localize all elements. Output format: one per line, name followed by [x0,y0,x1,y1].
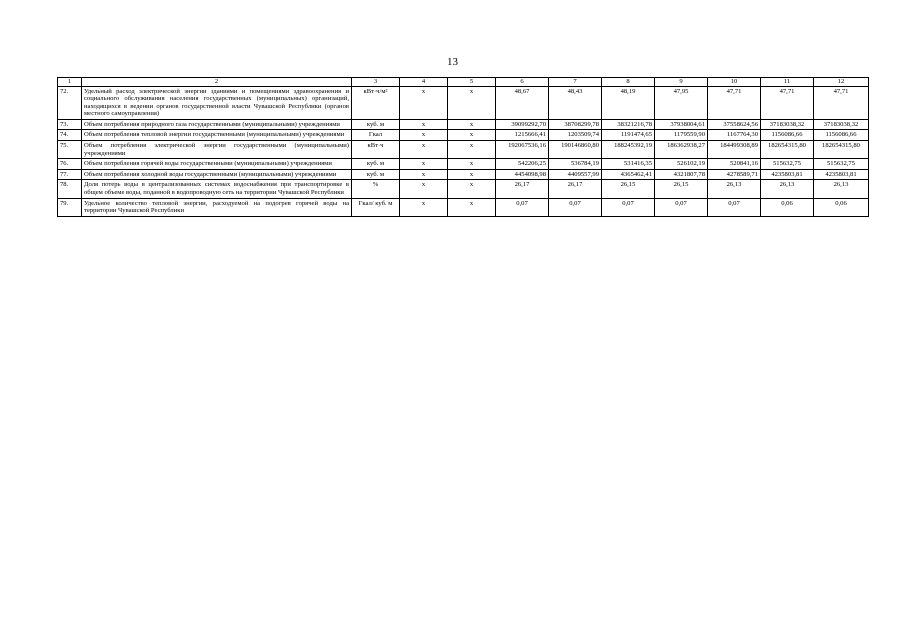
value-cell-11: 0,06 [761,198,814,216]
indicator-name: Удельное количество тепловой энергии, расходуемой на подогрев горячей воды на территории Чувашской Республики [82,198,352,216]
value-cell-9: 1179559,90 [655,130,708,141]
table-row [58,159,869,170]
unit-cell: % [352,180,400,198]
row-number: 75. [58,141,82,159]
unit-cell: кВт·ч [352,141,400,159]
indicator-name: Доля потерь воды в централизованных системах водоснабжения при транспортировке в общем объеме воды, поданной в водопроводную сеть на территории Чувашской Республики [82,180,352,198]
unit-cell: Гкал [352,130,400,141]
value-cell-7: 0,07 [549,198,602,216]
value-cell-12: 0,06 [814,198,869,216]
x-cell: х [448,141,496,159]
value-cell-12: 4235803,81 [814,169,869,180]
indicator-name: Удельный расход электрической энергии зданиями и помещениями здравоохранения и социального обслуживания населения государственных (муниципальных) организаций, находящихся в ведении органов государственной власти Чувашской Республики (органов местного самоуправления) [82,86,352,119]
table-row [58,119,869,130]
column-number-11: 11 [761,78,814,87]
indicator-name: Объем потребления горячей воды государственными (муниципальными) учреждениями [82,159,352,170]
column-number-10: 10 [708,78,761,87]
unit-cell: кВт·ч/м² [352,86,400,119]
column-number-8: 8 [602,78,655,87]
x-cell: х [448,119,496,130]
value-cell-8: 48,19 [602,86,655,119]
table-row [58,86,869,119]
x-cell: х [400,130,448,141]
value-cell-11: 37183038,32 [761,119,814,130]
x-cell: х [448,180,496,198]
table-row [58,130,869,141]
indicator-name: Объем потребления природного газа государственными (муниципальными) учреждениями [82,119,352,130]
value-cell-8: 4365462,41 [602,169,655,180]
row-number: 73. [58,119,82,130]
x-cell: х [400,86,448,119]
x-cell: х [448,169,496,180]
value-cell-10: 26,13 [708,180,761,198]
indicators-table [57,77,869,217]
x-cell: х [400,180,448,198]
value-cell-8: 0,07 [602,198,655,216]
value-cell-8: 188245392,19 [602,141,655,159]
x-cell: х [448,159,496,170]
value-cell-9: 26,15 [655,180,708,198]
indicator-name: Объем потребления электрической энергии государственными (муниципальными) учреждениями [82,141,352,159]
row-number: 74. [58,130,82,141]
row-number: 76. [58,159,82,170]
value-cell-11: 26,13 [761,180,814,198]
indicator-name: Объем потребления тепловой энергии государственными (муниципальными) учреждениями [82,130,352,141]
x-cell: х [448,130,496,141]
column-number-2: 2 [82,78,352,87]
value-cell-6: 4454098,98 [496,169,549,180]
value-cell-6: 542206,25 [496,159,549,170]
table-row [58,141,869,159]
row-number: 72. [58,86,82,119]
column-numbers-row [58,78,869,87]
value-cell-8: 26,15 [602,180,655,198]
value-cell-10: 0,07 [708,198,761,216]
value-cell-12: 47,71 [814,86,869,119]
unit-cell: куб. м [352,119,400,130]
value-cell-6: 0,07 [496,198,549,216]
value-cell-7: 38708299,78 [549,119,602,130]
indicator-name: Объем потребления холодной воды государственными (муниципальными) учреждениями [82,169,352,180]
column-number-1: 1 [58,78,82,87]
x-cell: х [400,159,448,170]
value-cell-12: 182654315,80 [814,141,869,159]
column-number-5: 5 [448,78,496,87]
x-cell: х [400,169,448,180]
value-cell-8: 531416,35 [602,159,655,170]
row-number: 78. [58,180,82,198]
x-cell: х [400,198,448,216]
table-row [58,180,869,198]
column-number-9: 9 [655,78,708,87]
value-cell-10: 184499308,89 [708,141,761,159]
table-row [58,169,869,180]
value-cell-7: 4409557,99 [549,169,602,180]
value-cell-11: 4235803,81 [761,169,814,180]
x-cell: х [400,119,448,130]
value-cell-9: 4321807,78 [655,169,708,180]
value-cell-10: 1167764,30 [708,130,761,141]
value-cell-9: 47,95 [655,86,708,119]
value-cell-8: 1191474,65 [602,130,655,141]
x-cell: х [448,198,496,216]
value-cell-10: 520841,16 [708,159,761,170]
value-cell-7: 26,17 [549,180,602,198]
value-cell-6: 48,67 [496,86,549,119]
table-row [58,198,869,216]
value-cell-11: 47,71 [761,86,814,119]
value-cell-6: 26,17 [496,180,549,198]
page-number: 13 [447,56,458,68]
unit-cell: Гкал/ куб. м [352,198,400,216]
value-cell-7: 1203509,74 [549,130,602,141]
row-number: 79. [58,198,82,216]
value-cell-7: 536784,19 [549,159,602,170]
column-number-7: 7 [549,78,602,87]
value-cell-10: 47,71 [708,86,761,119]
x-cell: х [448,86,496,119]
column-number-3: 3 [352,78,400,87]
value-cell-11: 1156086,66 [761,130,814,141]
value-cell-6: 192067536,16 [496,141,549,159]
unit-cell: куб. м [352,159,400,170]
value-cell-10: 4278589,71 [708,169,761,180]
value-cell-11: 515632,75 [761,159,814,170]
value-cell-6: 1215666,41 [496,130,549,141]
value-cell-12: 1156086,66 [814,130,869,141]
value-cell-9: 37938004,61 [655,119,708,130]
value-cell-11: 182654315,80 [761,141,814,159]
x-cell: х [400,141,448,159]
value-cell-7: 190146860,80 [549,141,602,159]
value-cell-9: 186362938,27 [655,141,708,159]
value-cell-6: 39099292,70 [496,119,549,130]
value-cell-10: 37558624,56 [708,119,761,130]
column-number-12: 12 [814,78,869,87]
value-cell-9: 526102,19 [655,159,708,170]
value-cell-9: 0,07 [655,198,708,216]
value-cell-7: 48,43 [549,86,602,119]
column-number-4: 4 [400,78,448,87]
value-cell-12: 37183038,32 [814,119,869,130]
column-number-6: 6 [496,78,549,87]
value-cell-12: 515632,75 [814,159,869,170]
unit-cell: куб. м [352,169,400,180]
row-number: 77. [58,169,82,180]
value-cell-8: 38321216,78 [602,119,655,130]
value-cell-12: 26,13 [814,180,869,198]
